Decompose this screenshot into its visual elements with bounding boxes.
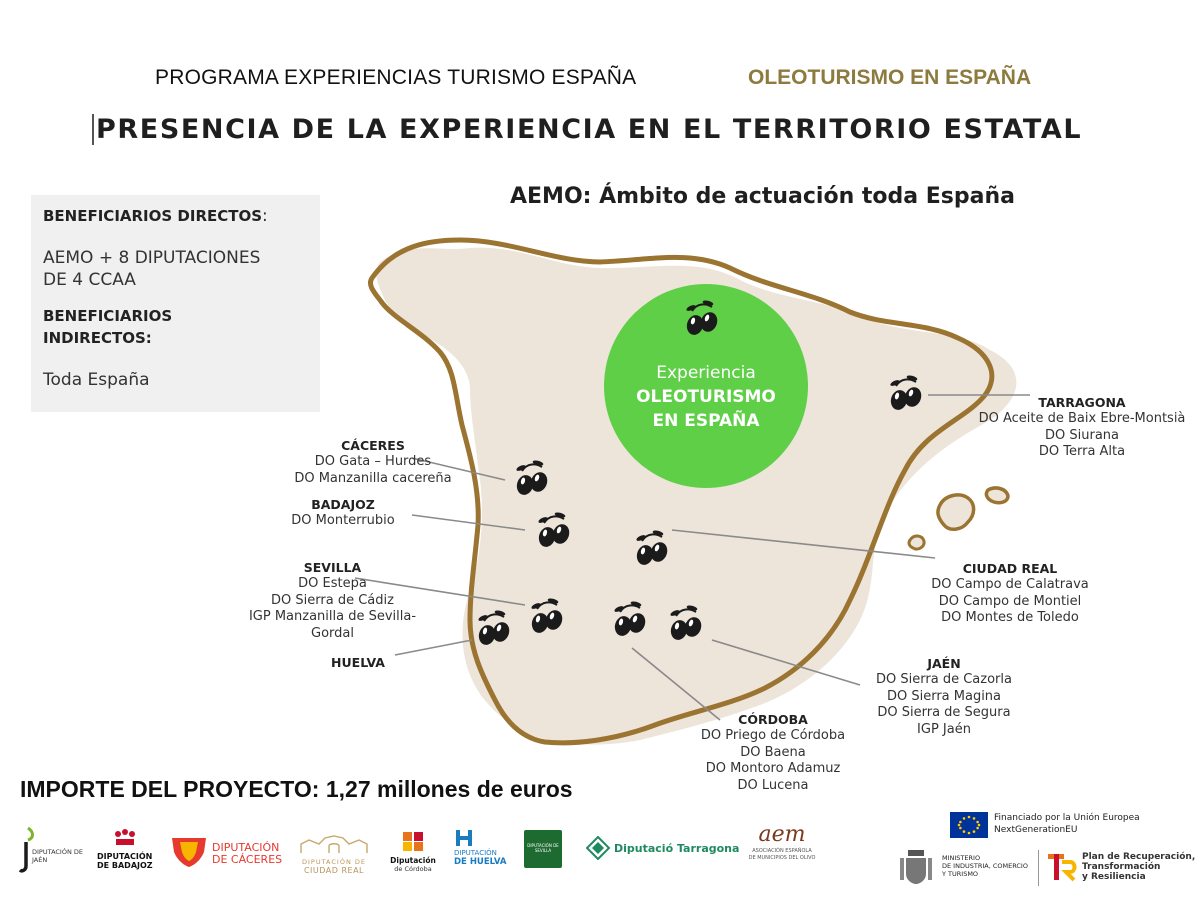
region-cordoba (688, 712, 858, 794)
region-caceres (248, 438, 498, 487)
amount-value: 1,27 millones de euros (325, 776, 573, 802)
logo-badajoz-line-1: DIPUTACIÓN (97, 852, 153, 861)
logo-diputacion-caceres (170, 834, 282, 874)
logo-sevilla-text: DIPUTACIÓN DE SEVILLA (527, 843, 559, 853)
region-sevilla (230, 560, 435, 642)
logo-plan-line-3: y Resiliencia (1082, 872, 1146, 882)
region-item: Gordal (311, 625, 354, 641)
region-name: SEVILLA (303, 560, 362, 575)
page-title: PRESENCIA DE LA EXPERIENCIA EN EL TERRITORIO ESTATAL (92, 114, 1082, 145)
region-item: DO Lucena (737, 777, 809, 793)
tarragona-diamond-icon (586, 836, 610, 860)
logo-diputacion-sevilla (524, 830, 562, 868)
logo-badajoz-line-2: DE BADAJOZ (97, 861, 153, 870)
logo-plan-line-2: Transformación (1082, 862, 1161, 872)
aemo-mark: aem (758, 822, 806, 847)
region-item: IGP Manzanilla de Sevilla- (248, 609, 417, 624)
logo-ministerio-line-3: Y TURISMO (942, 870, 979, 878)
menorca-island (986, 488, 1008, 503)
line-huelva (395, 640, 472, 655)
logo-caceres-line-2: DE CÁCERES (212, 853, 283, 866)
logo-eu-line-2: NextGenerationEU (994, 825, 1078, 835)
region-badajoz (258, 497, 428, 530)
logo-ministerio (898, 848, 1038, 888)
logo-diputacion-huelva (452, 828, 508, 872)
direct-colon: : (262, 206, 268, 226)
logo-divider (1038, 850, 1039, 886)
region-name: JAÉN (927, 656, 961, 671)
project-amount (20, 776, 573, 803)
badajoz-crown-icon (112, 828, 138, 848)
logo-diputacion-cordoba (388, 830, 438, 874)
logo-jaen-text: DIPUTACIÓN DE JAÉN (32, 848, 84, 864)
logo-ministerio-line-2: DE INDUSTRIA, COMERCIO (942, 862, 1028, 870)
logo-tarragona-text: Diputació Tarragona (614, 842, 740, 855)
logo-cordoba-line-1: Diputación (390, 856, 436, 865)
region-item: DO Siurana (1045, 427, 1119, 443)
region-name: BADAJOZ (311, 497, 375, 512)
region-name: CÁCERES (341, 438, 405, 453)
ciudad-real-gate-icon (299, 834, 369, 854)
indirect-text: Toda España (43, 370, 150, 390)
region-name: CIUDAD REAL (962, 561, 1058, 576)
direct-text-2: DE 4 CCAA (43, 270, 136, 290)
logo-diputacio-tarragona (586, 836, 740, 864)
logo-cordoba-line-2: de Córdoba (394, 865, 432, 873)
mallorca-island (938, 495, 974, 529)
logo-aemo (742, 822, 822, 874)
logo-huelva-line-1: DIPUTACIÓN (454, 849, 497, 857)
region-item: DO Gata – Hurdes (314, 454, 432, 469)
logo-huelva-line-2: DE HUELVA (454, 857, 507, 867)
coat-of-arms-icon (898, 848, 934, 886)
indirect-heading-1: BENEFICIARIOS (43, 307, 173, 325)
plan-tr-icon (1046, 850, 1078, 884)
region-name: TARRAGONA (1038, 395, 1126, 410)
region-item: DO Terra Alta (1038, 444, 1126, 459)
region-item: DO Montes de Toledo (941, 610, 1079, 625)
logo-diputacion-ciudad-real (296, 834, 372, 874)
region-item: DO Aceite de Baix Ebre-Montsià (978, 411, 1186, 426)
ibiza-island (909, 536, 924, 549)
experience-tag: OLEOTURISMO EN ESPAÑA (748, 66, 1032, 89)
region-item: DO Baena (740, 744, 806, 760)
region-item: DO Manzanilla cacereña (294, 470, 452, 486)
region-item: DO Estepa (298, 576, 367, 591)
region-name: HUELVA (331, 655, 385, 670)
badge-line-3: EN ESPAÑA (652, 411, 760, 431)
region-item: DO Monterrubio (291, 513, 395, 528)
cordoba-mark-icon (401, 830, 425, 852)
logo-ciudad-real-line-2: CIUDAD REAL (303, 866, 365, 875)
logo-plan-line-1: Plan de Recuperación, (1082, 852, 1196, 862)
logo-diputacion-jaen (18, 826, 88, 876)
region-tarragona (966, 395, 1198, 461)
eu-flag-icon (950, 812, 988, 838)
region-item: DO Sierra de Segura (877, 705, 1011, 720)
region-item: DO Priego de Córdoba (700, 728, 846, 743)
region-name: CÓRDOBA (738, 712, 808, 727)
logo-aemo-line-2: DE MUNICIPIOS DEL OLIVO (748, 855, 816, 861)
region-item: DO Sierra de Cazorla (876, 672, 1012, 687)
logo-ministerio-line-1: MINISTERIO (942, 854, 981, 862)
region-item: DO Campo de Calatrava (931, 577, 1089, 592)
logo-eu-funding (950, 812, 1140, 838)
logo-ciudad-real-line-1: DIPUTACIÓN DE (301, 858, 366, 866)
beneficiaries-box (31, 195, 320, 412)
region-ciudad-real (920, 561, 1100, 627)
subtitle: AEMO: Ámbito de actuación toda España (510, 184, 1016, 209)
region-item: DO Montoro Adamuz (705, 761, 841, 776)
region-jaen (868, 656, 1020, 738)
badge-line-1: Experiencia (656, 363, 756, 383)
region-item: IGP Jaén (917, 721, 971, 737)
direct-text-1: AEMO + 8 DIPUTACIONES (43, 248, 261, 268)
logo-eu-line-1: Financiado por la Unión Europea (994, 813, 1140, 823)
amount-label: IMPORTE DEL PROYECTO: (20, 776, 320, 802)
region-huelva (318, 655, 398, 671)
region-item: DO Campo de Montiel (938, 593, 1082, 609)
logo-aemo-line-1: ASOCIACIÓN ESPAÑOLA (752, 848, 812, 854)
region-item: DO Sierra de Cádiz (271, 592, 394, 608)
logo-plan-recuperacion (1046, 850, 1196, 890)
badge-line-2: OLEOTURISMO (636, 387, 776, 407)
huelva-h-icon (454, 828, 474, 848)
program-title: PROGRAMA EXPERIENCIAS TURISMO ESPAÑA (155, 66, 637, 89)
logo-caceres-line-1: DIPUTACIÓN (212, 841, 280, 854)
caceres-shield-icon (170, 834, 208, 868)
region-item: DO Sierra Magina (886, 688, 1002, 704)
indirect-heading-2: INDIRECTOS: (43, 329, 152, 347)
direct-heading: BENEFICIARIOS DIRECTOS (43, 207, 263, 225)
logo-diputacion-badajoz (97, 828, 152, 873)
